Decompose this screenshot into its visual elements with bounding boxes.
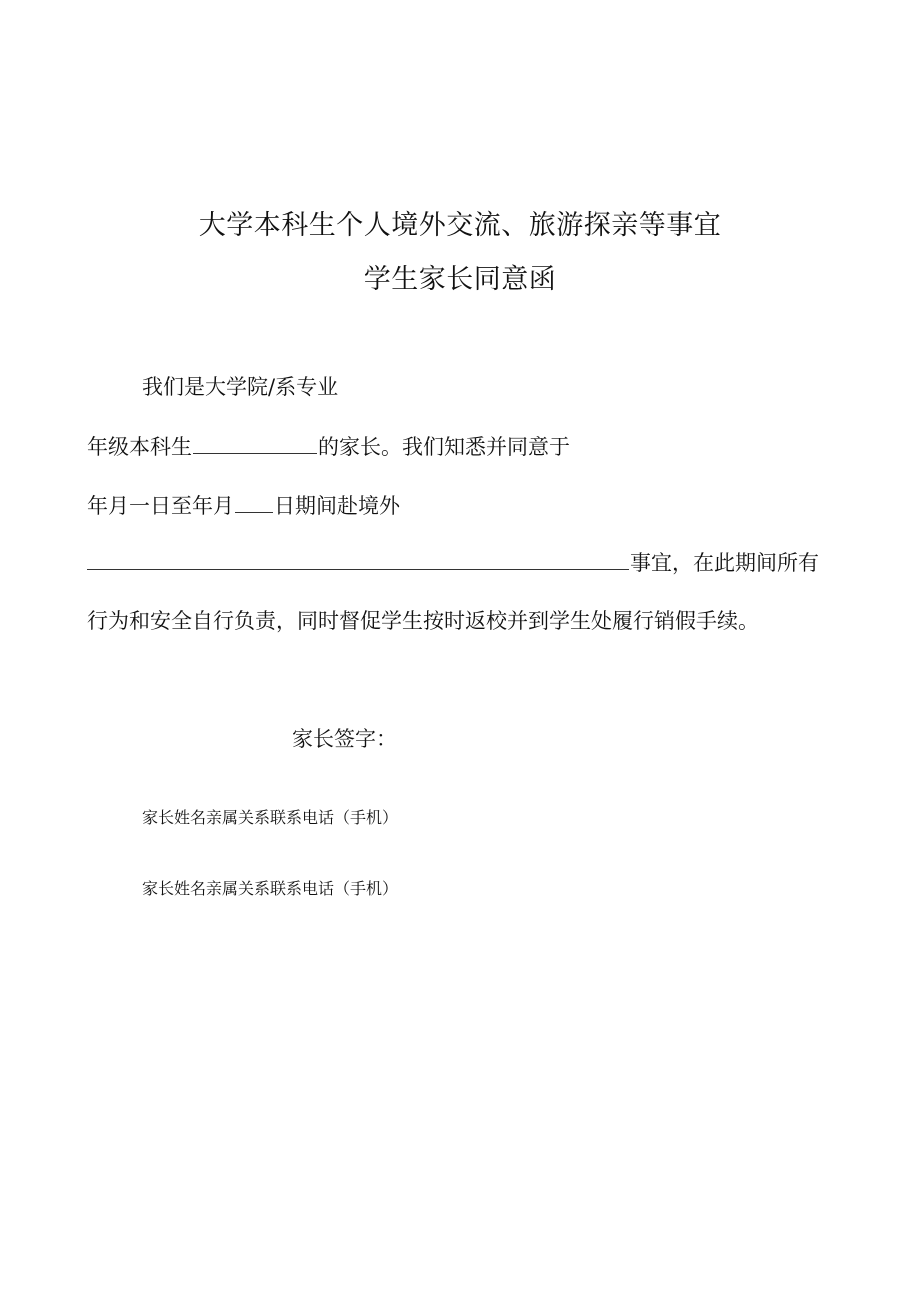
body-text: 我们是大学院/系专业 bbox=[142, 375, 339, 399]
parent-contact-row: 家长姓名亲属关系联系电话（手机） bbox=[142, 808, 399, 827]
body-paragraph-line bbox=[87, 548, 819, 578]
student-name-blank[interactable] bbox=[193, 433, 317, 454]
document-title: 大学本科生个人境外交流、旅游探亲等事宜 bbox=[198, 210, 722, 241]
body-text: 行为和安全自行负责，同时督促学生按时返校并到学生处履行销假手续。 bbox=[87, 609, 759, 633]
document-subtitle: 学生家长同意函 bbox=[363, 264, 557, 295]
body-paragraph-line bbox=[142, 372, 338, 402]
body-paragraph-line bbox=[87, 432, 570, 462]
parent-contact-row: 家长姓名亲属关系联系电话（手机） bbox=[142, 879, 399, 898]
destination-purpose-blank[interactable] bbox=[87, 549, 629, 570]
body-text: 日期间赴境外 bbox=[274, 494, 400, 518]
parent-signature-label: 家长签字： bbox=[292, 727, 397, 751]
end-day-blank[interactable] bbox=[235, 492, 273, 513]
body-text: 的家长。我们知悉并同意于 bbox=[318, 435, 570, 459]
body-text: 年级本科生 bbox=[87, 435, 192, 459]
body-paragraph-line bbox=[87, 491, 400, 521]
body-text: 事宜，在此期间所有 bbox=[630, 551, 819, 575]
body-paragraph-line bbox=[87, 606, 759, 636]
body-text: 年月一日至年月 bbox=[87, 494, 234, 518]
